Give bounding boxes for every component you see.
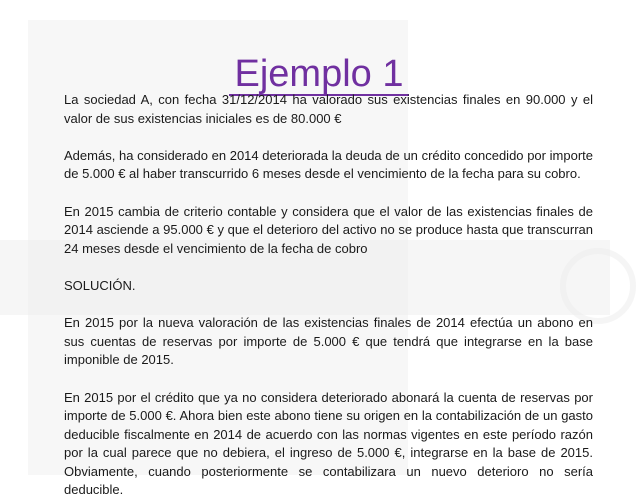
slide-title-text: Ejemplo 1 (229, 54, 410, 96)
paragraph-solution-credit: En 2015 por el crédito que ya no considera deteriorado abonará la cuenta de reservas por importe de 5.000 €. Ahora bien este abono tiene su origen en la contabilización de un gasto deducible fiscalmente en 2014 de acuerdo con las normas vigentes en este período razón por la cual parece que no debiera, el ingreso de 5.000 €, integrarse en la base de 2015. Obviamente, cuando posteriormente se contabilizara un nuevo deterioro no sería deducible. (64, 389, 593, 500)
slide-body (64, 91, 593, 500)
paragraph-solution-inventory: En 2015 por la nueva valoración de las existencias finales de 2014 efectúa un abono en sus cuentas de reservas por importe de 5.000 € que tendrá que integrarse en la base imponible de 2015. (64, 314, 593, 370)
solution-heading: SOLUCIÓN. (64, 277, 593, 296)
paragraph-statement-valuation: La sociedad A, con fecha 31/12/2014 ha valorado sus existencias finales en 90.000 y el valor de sus existencias iniciales es de 80.000 € (64, 91, 593, 128)
paragraph-statement-credit: Además, ha considerado en 2014 deteriorada la deuda de un crédito concedido por importe de 5.000 € al haber transcurrido 6 meses desde el vencimiento de la fecha para su cobro. (64, 147, 593, 184)
paragraph-statement-change: En 2015 cambia de criterio contable y considera que el valor de las existencias finales de 2014 asciende a 95.000 € y que el deterioro del activo no se produce hasta que transcurran 24 meses desde el vencimiento de la fecha de cobro (64, 203, 593, 259)
slide-title (0, 52, 638, 96)
